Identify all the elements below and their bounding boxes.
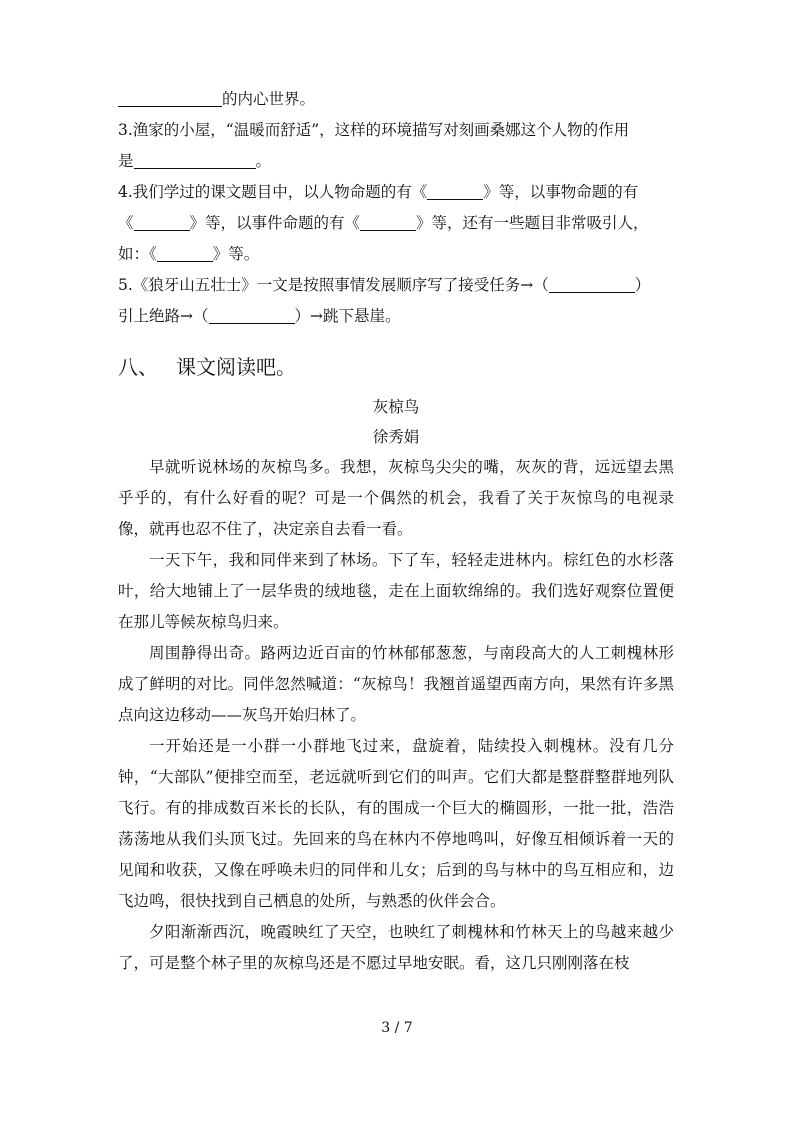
document-page — [118, 84, 674, 979]
article-paragraph: 早就听说林场的灰椋鸟多。我想，灰椋鸟尖尖的嘴，灰灰的背，远远望去黑乎乎的，有什么好看的呢？可是一个偶然的机会，我看了关于灰惊鸟的电视录像，就再也忍不住了，决定亲自去看一看。 — [118, 458, 674, 538]
article-paragraph: 夕阳渐渐西沉，晚霞映红了天空，也映红了刺槐林和竹林天上的鸟越来越少了，可是整个林子里的灰椋鸟还是不愿过早地安眠。看，这几只刚刚落在枝 — [118, 923, 674, 972]
page-number: 3 / 7 — [381, 1020, 413, 1036]
article-author: 徐秀娟 — [372, 428, 420, 446]
answer-blank[interactable] — [157, 243, 213, 262]
article-paragraph: 一天下午，我和同伴来到了林场。下了车，轻轻走进林内。棕红色的水杉落叶，给大地铺上了一层华贵的绒地毯，走在上面软绵绵的。我们选好观察位置便在那儿等候灰椋鸟归来。 — [118, 551, 674, 631]
answer-blank[interactable] — [360, 212, 416, 231]
question-5-line-2: 引上绝路→（ ）→跳下悬崖。 — [118, 307, 401, 325]
section-title: 课文阅读吧。 — [176, 355, 296, 379]
answer-blank[interactable] — [118, 88, 222, 107]
question-3-line-2: 是 。 — [118, 152, 272, 170]
question-2-tail: 的内心世界。 — [118, 84, 674, 115]
article-paragraph: 周围静得出奇。路两边近百亩的竹林郁郁葱葱，与南段高大的人工刺槐林形成了鲜明的对比。同伴忽然喊道：“灰椋鸟！我翘首遥望西南方向，果然有许多黑点向这边移动——灰鸟开始归林了。 — [118, 644, 674, 724]
question-5-line-1: 5.《狼牙山五壮士》一文是按照事情发展顺序写了接受任务→（ ） — [118, 276, 651, 294]
article-paragraph: 一开始还是一小群一小群地飞过来，盘旋着，陆续投入刺槐林。没有几分钟，“大部队”便排空而至，老远就听到它们的叫声。它们大都是整群整群地列队飞行。有的排成数百米长的长队，有的围成一个巨大的椭圆形，一批一批，浩浩荡荡地从我们头顶飞过。先回来的鸟在林内不停地鸣叫，好像互相倾诉着一天的见闻和收获，又像在呼唤未归的同伴和儿女；后到的鸟与林中的鸟互相应和，边飞边鸣，很快找到自己栖息的处所，与熟悉的伙伴会合。 — [118, 737, 674, 910]
question-4-line-2: 《 》等，以事件命题的有《 》等，还有一些题目非常吸引人， — [118, 214, 649, 232]
article-title: 灰椋鸟 — [372, 398, 420, 416]
section-heading — [118, 352, 674, 382]
answer-blank[interactable] — [209, 305, 295, 324]
answer-blank[interactable] — [549, 274, 635, 293]
section-number: 八、 — [118, 355, 158, 379]
question-4-line-1: 4.我们学过的课文题目中，以人物命题的有《 》等，以事物命题的有 — [118, 183, 639, 201]
answer-blank[interactable] — [134, 212, 190, 231]
question-4-line-3: 如：《 》等。 — [118, 245, 260, 263]
question-3-line-1: 3.渔家的小屋，“温暖而舒适”，这样的环境描写对刻画桑娜这个人物的作用 — [118, 121, 630, 139]
answer-blank[interactable] — [134, 150, 256, 169]
answer-blank[interactable] — [427, 181, 483, 200]
